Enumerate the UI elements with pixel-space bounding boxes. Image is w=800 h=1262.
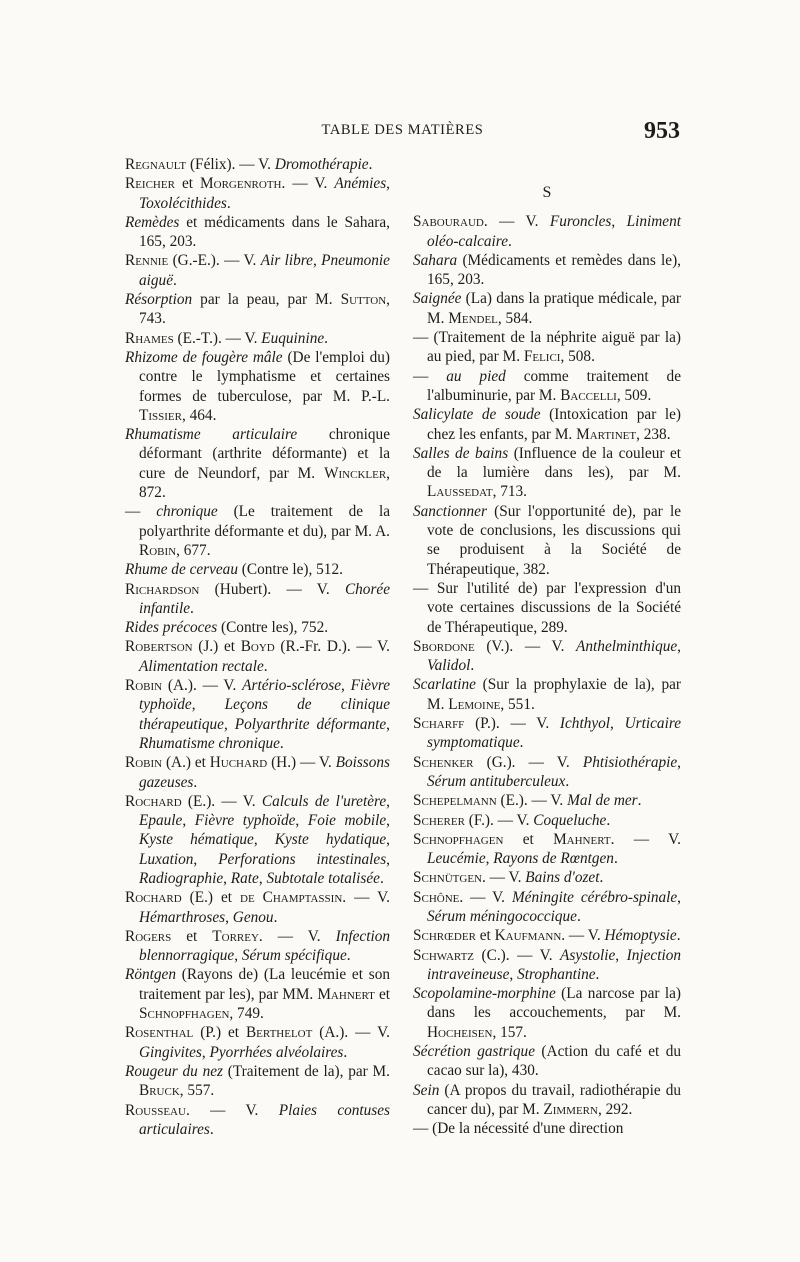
index-entry: — au pied comme traitement de l'albuminurie, par M. Baccelli, 509. (413, 367, 681, 404)
index-entry: Schnütgen. — V. Bains d'ozet. (413, 869, 604, 887)
index-entry: Scharff (P.). — V. Ichthyol, Urticaire symptomatique. (413, 715, 681, 752)
index-entry: Salles de bains (Influence de la couleur et de la lumière dans les), par M. Laussedat, 713. (413, 444, 681, 501)
index-entry: Scherer (F.). — V. Coqueluche. (413, 811, 611, 829)
index-entry: Résorption par la peau, par M. Sutton, 743. (125, 291, 390, 328)
index-entry: Robin (A.) et Huchard (H.) — V. Boissons gazeuses. (125, 754, 390, 791)
page-header (125, 118, 680, 148)
index-entry: Sabouraud. — V. Furoncles, Liniment oléo-calcaire. (413, 213, 681, 250)
index-entry: Sbordone (V.). — V. Anthelminthique, Validol. (413, 637, 681, 675)
index-entry: Sanctionner (Sur l'opportunité de), par le vote de conclusions, les discussions qui se produisent à la Société de Thérapeutique, 382. (413, 502, 681, 578)
page-number: 953 (644, 118, 680, 144)
index-entry: Schepelmann (E.). — V. Mal de mer. (413, 792, 642, 810)
index-entry: Saignée (La) dans la pratique médicale, par M. Mendel, 584. (413, 290, 681, 327)
index-entry: Scopolamine-morphine (La narcose par la) dans les accouchements, par M. Hocheisen, 157. (413, 985, 681, 1041)
section-letter-heading: S (542, 184, 552, 201)
index-entry: — (Traitement de la néphrite aiguë par la) au pied, par M. Felici, 508. (413, 329, 681, 366)
index-entry: Rousseau. — V. Plaies contuses articulaires. (125, 1101, 390, 1138)
index-entry: Rennie (G.-E.). — V. Air libre, Pneumonie aiguë. (125, 252, 390, 289)
index-entry: Schrœder et Kaufmann. — V. Hémoptysie. (413, 927, 681, 945)
index-entry: Schône. — V. Méningite cérébro-spinale, Sérum méningococcique. (413, 888, 681, 925)
index-entry: Sahara (Médicaments et remèdes dans le), 165, 203. (413, 251, 681, 289)
index-entry: Rhume de cerveau (Contre le), 512. (125, 561, 343, 579)
index-entry: — (De la nécessité d'une direction (413, 1120, 624, 1138)
index-entry: Regnault (Félix). — V. Dromothérapie. (125, 156, 373, 173)
index-entry: Sein (A propos du travail, radiothérapie du cancer du), par M. Zimmern, 292. (413, 1081, 681, 1118)
index-entry: Salicylate de soude (Intoxication par le) chez les enfants, par M. Martinet, 238. (413, 406, 681, 443)
index-entry: Reicher et Morgenroth. — V. Anémies, Toxolécithides. (125, 175, 390, 212)
index-entry: Rochard (E.) et de Champtassin. — V. Hémarthroses, Genou. (125, 889, 390, 926)
index-entry: Rides précoces (Contre les), 752. (125, 619, 329, 637)
index-entry: Schwartz (C.). — V. Asystolie, Injection intraveineuse, Strophantine. (413, 946, 681, 983)
index-entry: Rosenthal (P.) et Berthelot (A.). — V. Gingivites, Pyorrhées alvéolaires. (125, 1024, 390, 1061)
index-entry: Schnopfhagen et Mahnert. — V. Leucémie, Rayons de Rœntgen. (413, 830, 681, 868)
index-entry: Rhames (E.-T.). — V. Euquinine. (125, 329, 328, 347)
index-entry: Richardson (Hubert). — V. Chorée infantile. (125, 580, 390, 617)
index-entry: Robin (A.). — V. Artério-sclérose, Fièvre typhoïde, Leçons de clinique thérapeutique, Polyarthrite déformante, Rhumatisme chronique. (125, 677, 390, 752)
index-entry: Remèdes et médicaments dans le Sahara, 165, 203. (125, 213, 390, 251)
index-entry: Scarlatine (Sur la prophylaxie de la), par M. Lemoine, 551. (413, 676, 681, 713)
index-entry: — Sur l'utilité de) par l'expression d'un vote certaines discussions de la Société de Thérapeutique, 289. (413, 579, 681, 636)
index-entry: Röntgen (Rayons de) (La leucémie et son traitement par les), par MM. Mahnert et Schnopfhagen, 749. (125, 966, 390, 1023)
index-entry: Rhumatisme articulaire chronique déformant (arthrite déformante) et la cure de Neundorf, par M. Winckler, 872. (125, 426, 390, 502)
index-column-left (125, 155, 390, 1139)
index-column-right (413, 155, 681, 1139)
index-entry: Schenker (G.). — V. Phtisiothérapie, Sérum antituberculeux. (413, 753, 681, 790)
index-entry: Sécrétion gastrique (Action du café et du cacao sur la), 430. (413, 1043, 681, 1080)
index-entry: Rougeur du nez (Traitement de la), par M. Bruck, 557. (125, 1062, 390, 1100)
index-entry: Robertson (J.) et Boyd (R.-Fr. D.). — V. Alimentation rectale. (125, 638, 390, 675)
index-entry: Rochard (E.). — V. Calculs de l'uretère, Epaule, Fièvre typhoïde, Foie mobile, Kyste hématique, Kyste hydatique, Luxation, Perforations intestinales, Radiographie, Rate, Subtotale totalisée. (125, 792, 390, 887)
running-title: TABLE DES MATIÈRES (321, 122, 484, 138)
index-entry: Rogers et Torrey. — V. Infection blennorragique, Sérum spécifique. (125, 927, 390, 965)
index-entry: Rhizome de fougère mâle (De l'emploi du) contre le lymphatisme et certaines formes de tuberculose, par M. P.-L. Tissier, 464. (125, 348, 390, 424)
index-entry: — chronique (Le traitement de la polyarthrite déformante et du), par M. A. Robin, 677. (125, 503, 390, 559)
